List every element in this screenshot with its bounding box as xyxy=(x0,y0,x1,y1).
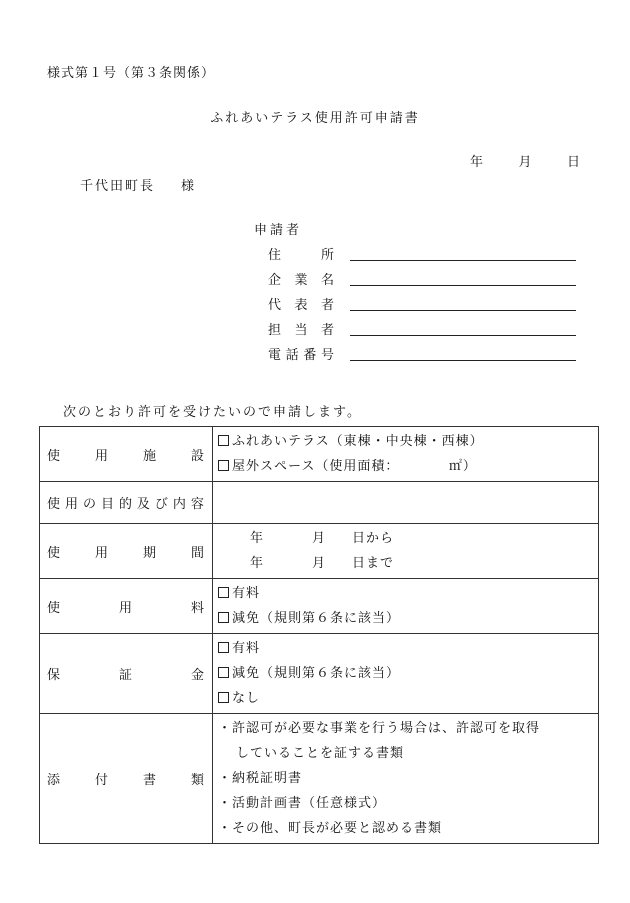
attachment-item: ・許認可が必要な事業を行う場合は、許認可を取得 xyxy=(218,721,541,736)
applicant-contact-label: 担 当 者 xyxy=(268,323,334,338)
applicant-company-label: 企 業 名 xyxy=(268,273,334,288)
period-input-cell[interactable] xyxy=(213,524,599,579)
checkbox-icon[interactable] xyxy=(218,435,229,446)
deposit-option-reduced[interactable]: 減免（規則第６条に該当） xyxy=(218,661,598,686)
row-facility xyxy=(40,427,599,482)
deposit-options-cell xyxy=(213,634,599,714)
period-label: 使 用 期 間 xyxy=(47,545,204,561)
checkbox-icon[interactable] xyxy=(218,642,229,653)
period-to[interactable]: 年 月 日まで xyxy=(250,556,395,571)
addressee xyxy=(80,175,196,194)
attachment-item-continuation: していることを証する書類 xyxy=(236,746,405,761)
applicant-company-line[interactable] xyxy=(350,285,576,286)
applicant-representative-field[interactable] xyxy=(268,294,578,316)
applicant-company-field[interactable] xyxy=(268,269,578,291)
row-purpose xyxy=(40,482,599,524)
deposit-option-paid[interactable]: 有料 xyxy=(218,636,598,661)
attachment-item: ・その他、町長が必要と認める書類 xyxy=(218,821,443,836)
date-year: 年 xyxy=(470,155,484,170)
attachments-list-cell xyxy=(213,714,599,844)
deposit-label: 保 証 金 xyxy=(47,668,204,683)
facility-options-cell xyxy=(213,427,599,482)
intro-text: 次のとおり許可を受けたいので申請します。 xyxy=(63,405,362,420)
deposit-option-none[interactable]: なし xyxy=(218,686,598,711)
attachments-label: 添 付 書 類 xyxy=(47,773,204,788)
fee-option-reduced[interactable]: 減免（規則第６条に該当） xyxy=(218,606,598,631)
attachments-label-cell xyxy=(40,714,213,844)
date-month: 月 xyxy=(518,155,532,170)
date-day: 日 xyxy=(566,155,580,170)
applicant-contact-field[interactable] xyxy=(268,319,578,341)
applicant-phone-line[interactable] xyxy=(350,360,576,361)
row-deposit xyxy=(40,634,599,714)
row-fee xyxy=(40,579,599,634)
application-table xyxy=(39,426,599,844)
applicant-contact-line[interactable] xyxy=(350,335,576,336)
period-from[interactable]: 年 月 日から xyxy=(250,531,395,546)
facility-label: 使 用 施 設 xyxy=(47,448,204,464)
checkbox-icon[interactable] xyxy=(218,667,229,678)
applicant-phone-field[interactable] xyxy=(268,344,578,366)
checkbox-icon[interactable] xyxy=(218,460,229,471)
purpose-label: 使 用 の 目 的 及 び 内 容 xyxy=(47,497,204,512)
checkbox-icon[interactable] xyxy=(218,587,229,598)
attachment-item: ・納税証明書 xyxy=(218,771,303,786)
fee-options-cell xyxy=(213,579,599,634)
checkbox-icon[interactable] xyxy=(218,692,229,703)
row-attachments xyxy=(40,714,599,844)
applicant-address-label: 住 所 xyxy=(268,248,334,263)
purpose-input-cell[interactable] xyxy=(213,482,599,524)
checkbox-icon[interactable] xyxy=(218,612,229,623)
applicant-representative-line[interactable] xyxy=(350,310,576,311)
addressee-name: 千代田町長 xyxy=(80,179,156,194)
attachment-item: ・活動計画書（任意様式） xyxy=(218,796,387,811)
facility-label-cell xyxy=(40,427,213,482)
fee-label-cell xyxy=(40,579,213,634)
fee-option-paid[interactable]: 有料 xyxy=(218,581,598,606)
form-number: 様式第１号（第３条関係） xyxy=(47,66,216,81)
applicant-address-line[interactable] xyxy=(350,260,576,261)
applicant-heading: 申請者 xyxy=(254,223,303,238)
facility-option-outdoor[interactable]: 屋外スペース（使用面積： ㎡） xyxy=(218,454,598,479)
deposit-label-cell xyxy=(40,634,213,714)
applicant-address-field[interactable] xyxy=(268,244,578,266)
date-line xyxy=(470,151,580,170)
row-period xyxy=(40,524,599,579)
period-label-cell xyxy=(40,524,213,579)
fee-label: 使 用 料 xyxy=(47,600,204,616)
document-title: ふれあいテラス使用許可申請書 xyxy=(210,111,420,126)
applicant-representative-label: 代 表 者 xyxy=(268,298,334,313)
addressee-honorific: 様 xyxy=(181,179,197,194)
facility-option-terrace[interactable]: ふれあいテラス（東棟・中央棟・西棟） xyxy=(218,429,598,454)
purpose-label-cell xyxy=(40,482,213,524)
applicant-phone-label: 電 話 番 号 xyxy=(268,348,334,363)
